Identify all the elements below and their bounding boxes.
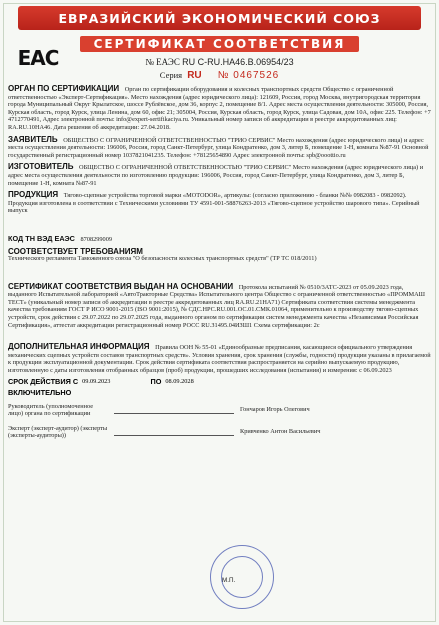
- header-row: [8, 34, 431, 81]
- applicant-text: ОБЩЕСТВО С ОГРАНИЧЕННОЙ ОТВЕТСТВЕННОСТЬЮ "ТРИО СЕРВИС" Место нахождения (адрес юридического лица) и адрес места осуществления деятельности: 196006, Россия, город Санкт-Петербург, улица Кондратенко, дом 3, литер Б, помещение 1-Н, комната №87-91 Основной государственный регистрационный номер 1037821041235. Телефон: +78125654890 Адрес электронной почты: spb@ooottio.ru: [8, 136, 429, 159]
- validity-to: 08.09.2028: [165, 377, 194, 385]
- section-requirements: [8, 248, 431, 263]
- union-banner: [18, 6, 421, 30]
- section-basis: [8, 283, 431, 330]
- product-text: Тягово-сцепные устройства торговой марки «MOTODOR», артикулы: (согласно приложению - бланки №№ 0982083 - 0982092). Продукция изготовлена в соответствии с Техническими условиями ТУ 4591-001-58876263-2013 «Тягово-сцепное устройство шарового типа». Серийный выпуск: [8, 192, 420, 215]
- code-value: 8708299009: [80, 235, 112, 243]
- expert-name: Кривченко Антон Васильевич: [240, 428, 321, 436]
- basis-label: СЕРТИФИКАТ СООТВЕТСТВИЯ ВЫДАН НА ОСНОВАНИИ: [8, 281, 234, 291]
- section-organ: [8, 85, 431, 132]
- expert-role: Эксперт (эксперт-аудитор) (эксперты (эксперты-аудиторы)): [8, 424, 108, 439]
- certificate-heading: [58, 34, 381, 81]
- requirements-label: СООТВЕТСТВУЕТ ТРЕБОВАНИЯМ: [8, 246, 143, 256]
- maker-label: ИЗГОТОВИТЕЛЬ: [8, 162, 74, 172]
- eac-logo: ЕАС: [17, 46, 59, 70]
- validity-from: 09.09.2023: [82, 377, 111, 385]
- stamp-mark: М.П.: [222, 577, 236, 584]
- number-prefix: № ЕАЭС: [145, 57, 180, 67]
- organ-stamp: [210, 545, 274, 609]
- product-label: ПРОДУКЦИЯ: [8, 190, 59, 200]
- code-label: КОД ТН ВЭД ЕАЭС: [8, 233, 75, 243]
- section-applicant: [8, 136, 431, 160]
- series-number: № 0467526: [217, 70, 280, 81]
- spacer: [8, 263, 431, 279]
- section-extra: [8, 343, 431, 374]
- validity-incl-row: [8, 388, 431, 397]
- spacer: [8, 329, 431, 339]
- organ-label: ОРГАН ПО СЕРТИФИКАЦИИ: [8, 84, 120, 93]
- section-code: [8, 235, 431, 244]
- organ-text: Орган по сертификации оборудования и колесных транспортных средств Общество с ограниченной ответственностью «Эксперт-Сертификация». Место нахождения (адрес юридического лица): 121609, Россия, город Москва, внутригородская территория города Муниципальный Округ Крылатское, шоссе Рублёвское, дом 36, корпус 2, помещение 8/1. Адрес места осуществления деятельности: 305000, Россия, Курская область, город Курск, улица Ленина, дом 60, офис 21; 305004, Россия, Курская область, город Курск, улица Садовая, дом 10А, офис 225. Телефон: +7 4712770491, Адрес электронной почты: info@expert-sertifikaciya.ru. Уникальный номер записи об аккредитации в реестре аккредитованных лиц: RA.RU.10HA46. Дата решения об аккредитации: 27.04.2018.: [8, 86, 431, 131]
- head-name: Гончаров Игорь Олегович: [240, 406, 310, 414]
- applicant-label: ЗАЯВИТЕЛЬ: [8, 134, 58, 144]
- section-product: [8, 191, 431, 215]
- validity-row: [8, 377, 431, 386]
- signatures: [8, 403, 431, 439]
- requirements-text: Технического регламента Таможенного союза "О безопасности колесных транспортных средств" (ТР ТС 018/2011): [8, 255, 317, 263]
- maker-text: ОБЩЕСТВО С ОГРАНИЧЕННОЙ ОТВЕТСТВЕННОСТЬЮ "ТРИО СЕРВИС" Место нахождения (адрес юридического лица) и адрес места осуществления деятельности по изготовлению продукции: 196006, Россия, город Санкт-Петербург, улица Кондратенко, дом 3, литер Б, помещение 1-Н, комната №87-91: [8, 164, 424, 187]
- number-value: RU C-RU.HA46.B.06954/23: [182, 57, 294, 67]
- extra-label: ДОПОЛНИТЕЛЬНАЯ ИНФОРМАЦИЯ: [8, 342, 150, 352]
- head-signature-line: [114, 405, 234, 414]
- basis-text: Протокола испытаний № 0510/3АТС-2023 от 05.09.2023 года, выданного Испытательной лабораторией «АвтоТракторные Средства» Испытательного центра Общество с ограниченной ответственностью «ПРОММАШ ТЕСТ» (уникальный номер записи об аккредитации в реестре аккредитованных лиц RA.RU.21HA71) Сертификата соответствия системы менеджмента качества требованиям ГОСТ Р ИСО 9001-2015 (ISO 9001:2015), № СДС.НРС.RU.001.ОС.01.СМК.01064, применительно к производству тягово-сцепных устройств, срок действия с 29.07.2022 по 29.07.2025 года, выданного органом по сертификации систем менеджмента качества «Независимая Российская Сертификация», аттестат аккредитации регистрационный номер РОСС RU.З1495.04ИЗШ1 Схема сертификации: 2с: [8, 283, 425, 329]
- expert-signature-line: [114, 427, 234, 436]
- validity-label: СРОК ДЕЙСТВИЯ С: [8, 376, 79, 386]
- extra-text: Правила ООН № 55-01 «Единообразные предписания, касающиеся официального утверждения механических сцепных устройств составов транспортных средств». Условия хранения, срок хранения (службы, годности) продукции указаны в прилагаемой к продукции эксплуатационной документации. Срок действия сертификата соответствия распространяется на серийно выпускаемую продукцию, изготовленную с даты изготовления отобранных образцов (проб) продукции, прошедших исследования (испытания) и измерения: с 06.09.2023: [8, 344, 431, 375]
- spacer: [8, 215, 431, 231]
- banner-text: ЕВРАЗИЙСКИЙ ЭКОНОМИЧЕСКИЙ СОЮЗ: [58, 10, 381, 26]
- head-signature-row: [8, 403, 431, 417]
- certificate-number: [58, 57, 381, 67]
- series-code: RU: [187, 70, 202, 81]
- series-label: Серия: [159, 70, 183, 80]
- head-role: Руководитель (уполномоченное лицо) органа по сертификации: [8, 402, 94, 417]
- validity-inclusive: ВКЛЮЧИТЕЛЬНО: [8, 387, 72, 397]
- expert-signature-row: [8, 425, 431, 439]
- series-line: [58, 70, 381, 81]
- validity-to-label: ПО: [150, 376, 162, 386]
- section-maker: [8, 163, 431, 187]
- certificate-title: СЕРТИФИКАТ СООТВЕТСТВИЯ: [80, 36, 360, 52]
